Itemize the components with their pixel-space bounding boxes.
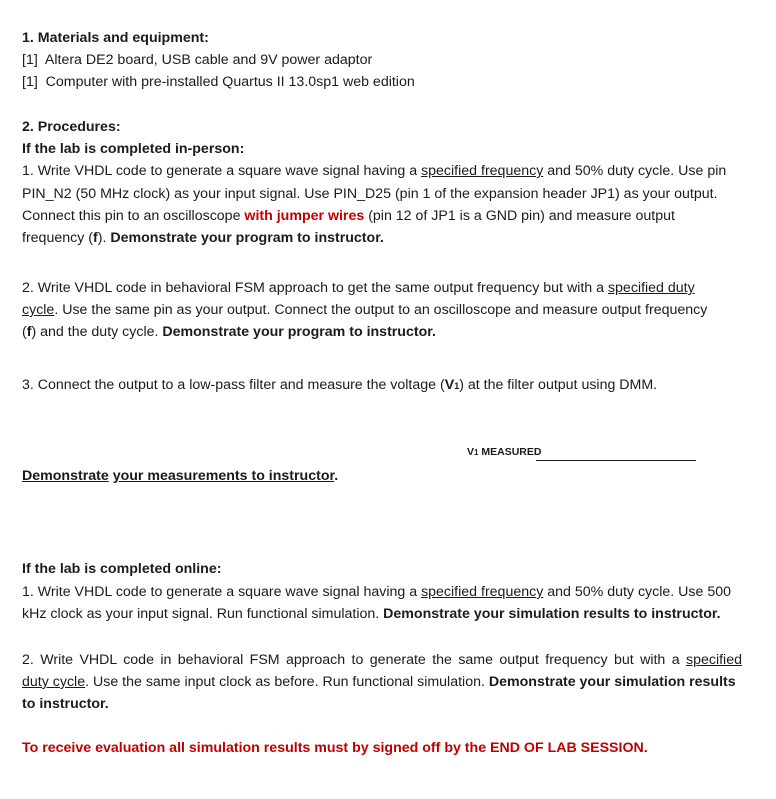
measured-text: MEASURED (478, 446, 542, 458)
inperson-step1-line1 (22, 161, 726, 181)
v-subscript: 1 (454, 381, 460, 391)
v-letter: V (444, 377, 455, 393)
item-text: Computer with pre-installed Quartus II 13.0sp1 web edition (45, 74, 415, 90)
online-step1-line2 (22, 604, 721, 624)
demonstrate-measurements (22, 466, 338, 486)
online-step2-line2 (22, 672, 736, 692)
inperson-step2-line2 (22, 300, 707, 320)
inperson-step3 (22, 375, 657, 396)
inperson-step1-line4 (22, 228, 384, 248)
duty-cycle-term: duty cycle (22, 674, 86, 690)
inperson-heading: If the lab is completed in-person: (22, 141, 245, 157)
text: . Use the same pin as your output. Connect the output to an oscilloscope and measure output frequency (54, 302, 708, 318)
demonstrate-note: Demonstrate your program to instructor. (110, 230, 384, 246)
text: and 50% duty cycle. Use pin (543, 163, 727, 179)
text: frequency ( (22, 230, 93, 246)
online-heading: If the lab is completed online: (22, 561, 222, 577)
specified-term: specified (686, 652, 742, 668)
inperson-step1-line2: PIN_N2 (50 MHz clock) as your input signal. Use PIN_D25 (pin 1 of the expansion header JP1) as your output. (22, 186, 718, 202)
text: ) and the duty cycle. (31, 324, 163, 340)
variable-f: f (92, 230, 98, 246)
specified-frequency-term: specified frequency (421, 584, 544, 600)
materials-item-1 (22, 50, 372, 70)
materials-heading: 1. Materials and equipment: (22, 30, 209, 46)
v-letter: V (467, 446, 475, 458)
v1-symbol (445, 377, 459, 393)
text: . (334, 468, 339, 484)
v1-measured-blank[interactable] (536, 460, 696, 461)
materials-item-2 (22, 72, 415, 92)
specified-duty-term: specified duty (607, 280, 695, 296)
text: kHz clock as your input signal. Run functional simulation. (22, 606, 384, 622)
text: Connect this pin to an oscilloscope (22, 208, 245, 224)
text: 2. Write VHDL code in behavioral FSM approach to get the same output frequency but with a (22, 280, 608, 296)
demonstrate-note: Demonstrate your program to instructor. (162, 324, 436, 340)
text: (pin 12 of JP1 is a GND pin) and measure output (364, 208, 675, 224)
inperson-step2-line1 (22, 278, 695, 298)
text: . Use the same input clock as before. Run functional simulation. (85, 674, 489, 690)
text: 1. Write VHDL code to generate a square wave signal having a (22, 584, 422, 600)
text: your measurements to instructor (112, 468, 335, 484)
v-subscript: 1 (474, 448, 479, 457)
online-step2-line3: to instructor. (22, 696, 109, 712)
demonstrate-note: Demonstrate your simulation results to instructor. (383, 606, 721, 622)
cycle-term: cycle (22, 302, 55, 318)
text: 2. Write VHDL code in behavioral FSM approach to generate the same output frequency but with a (22, 652, 686, 668)
text: 3. Connect the output to a low-pass filter and measure the voltage ( (22, 377, 445, 393)
procedures-heading: 2. Procedures: (22, 119, 121, 135)
text: ) at the filter output using DMM. (459, 377, 658, 393)
text: ). (97, 230, 111, 246)
demonstrate-note: Demonstrate your simulation results (488, 674, 736, 690)
online-step1-line1 (22, 582, 731, 602)
text: Demonstrate (22, 468, 109, 484)
inperson-step2-line3 (22, 322, 436, 342)
text: ( (22, 324, 27, 340)
item-qty: [1] (22, 74, 38, 90)
jumper-wires-highlight: with jumper wires (244, 208, 365, 224)
online-step2-line1 (22, 650, 742, 670)
inperson-step1-line3 (22, 206, 675, 226)
evaluation-note: To receive evaluation all simulation results must by signed off by the END OF LAB SESSION. (22, 740, 648, 756)
text: 1. Write VHDL code to generate a square wave signal having a (22, 163, 422, 179)
text: and 50% duty cycle. Use 500 (543, 584, 732, 600)
specified-frequency-term: specified frequency (421, 163, 544, 179)
item-text: Altera DE2 board, USB cable and 9V power adaptor (44, 52, 373, 68)
item-qty: [1] (22, 52, 38, 68)
v1-measured-label (467, 446, 541, 458)
variable-f: f (26, 324, 32, 340)
